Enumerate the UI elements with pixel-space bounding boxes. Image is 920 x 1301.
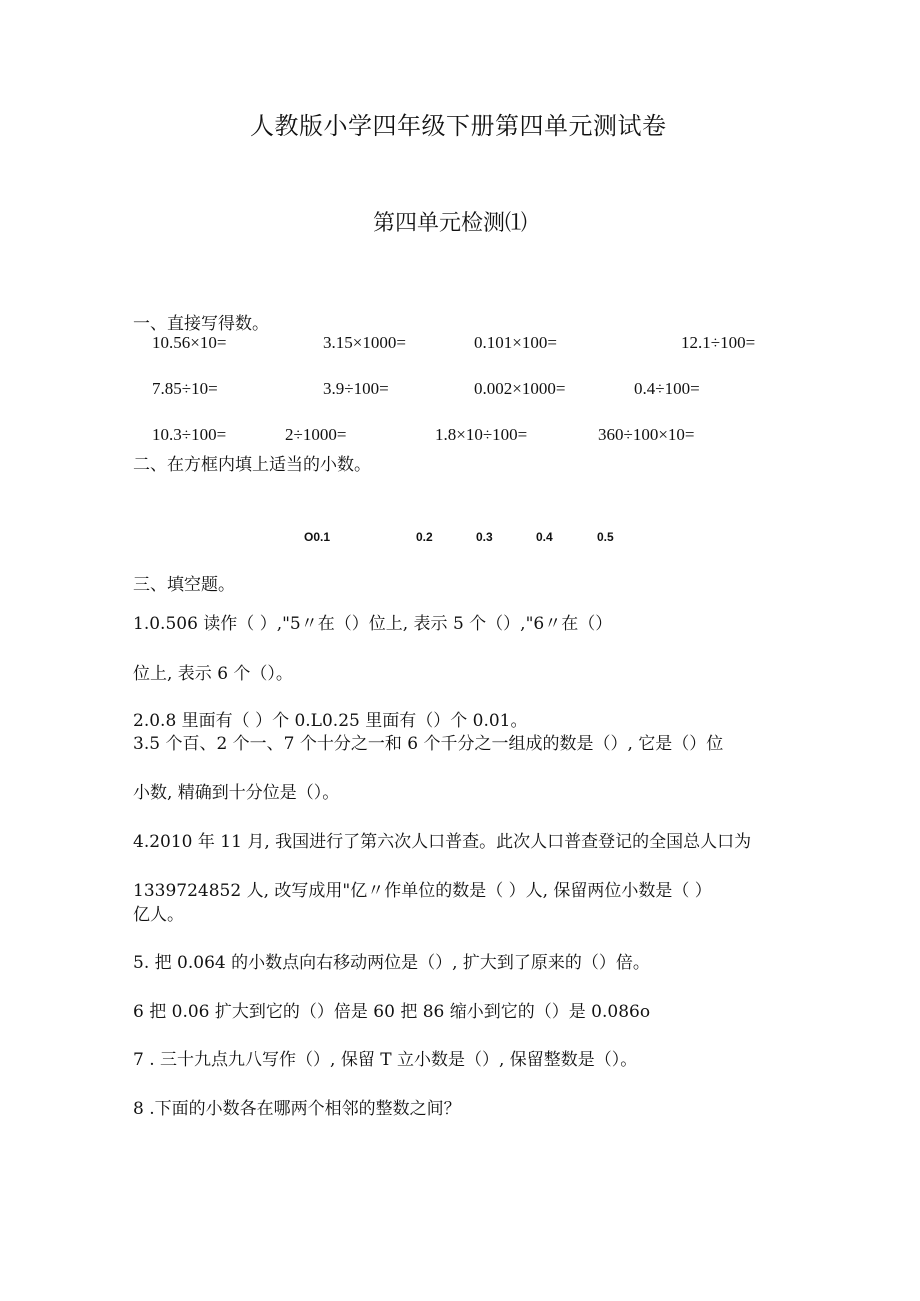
calc-item: 3.15×1000= xyxy=(323,333,406,352)
question-line: 2.0.8 里面有（ ）个 0.L0.25 里面有（）个 0.01。 xyxy=(133,711,528,731)
question-line: 4.2010 年 11 月, 我国进行了第六次人口普查。此次人口普查登记的全国总人口为 xyxy=(133,832,752,852)
calc-item: 7.85÷10= xyxy=(152,379,218,398)
calc-item: 0.002×1000= xyxy=(474,379,566,398)
question-line: 位上, 表示 6 个（）。 xyxy=(133,664,293,684)
calc-item: 10.56×10= xyxy=(152,333,227,352)
question-line: 小数, 精确到十分位是（）。 xyxy=(133,783,340,803)
calc-item: 0.101×100= xyxy=(474,333,557,352)
calc-item: 1.8×10÷100= xyxy=(435,425,528,444)
page-subtitle: 第四单元检测⑴ xyxy=(373,211,528,236)
page-title: 人教版小学四年级下册第四单元测试卷 xyxy=(250,112,667,140)
question-line: 1.0.506 读作（ ）,"5〃在（）位上, 表示 5 个（）,"6〃在（） xyxy=(133,614,613,634)
calc-item: 10.3÷100= xyxy=(152,425,227,444)
question-line: 8 .下面的小数各在哪两个相邻的整数之间？ xyxy=(133,1099,461,1119)
calc-item: 360÷100×10= xyxy=(598,425,695,444)
section-2-heading: 二、在方框内填上适当的小数。 xyxy=(133,455,371,475)
calc-item: 12.1÷100= xyxy=(681,333,756,352)
calc-item: 2÷1000= xyxy=(285,425,347,444)
calc-item: 3.9÷100= xyxy=(323,379,389,398)
number-line-label: 0.2 xyxy=(416,530,433,544)
question-line: 1339724852 人, 改写成用"亿〃作单位的数是（ ）人, 保留两位小数是（ ） xyxy=(133,881,712,901)
section-1-heading: 一、直接写得数。 xyxy=(133,314,269,334)
number-line-label: O0.1 xyxy=(304,530,331,544)
number-line-label: 0.4 xyxy=(536,530,553,544)
question-line: 3.5 个百、2 个一、7 个十分之一和 6 个千分之一组成的数是（）, 它是（）位 xyxy=(133,734,724,754)
calc-item: 0.4÷100= xyxy=(634,379,700,398)
section-3-heading: 三、填空题。 xyxy=(133,575,235,595)
number-line-label: 0.3 xyxy=(476,530,493,544)
question-line: 7 . 三十九点九八写作（）, 保留 T 立小数是（）, 保留整数是（）。 xyxy=(133,1050,638,1070)
question-line: 5. 把 0.064 的小数点向右移动两位是（）, 扩大到了原来的（）倍。 xyxy=(133,953,650,973)
question-line: 亿人。 xyxy=(133,905,184,925)
number-line-label: 0.5 xyxy=(597,530,614,544)
question-line: 6 把 0.06 扩大到它的（）倍是 60 把 86 缩小到它的（）是 0.086o xyxy=(133,1002,651,1022)
